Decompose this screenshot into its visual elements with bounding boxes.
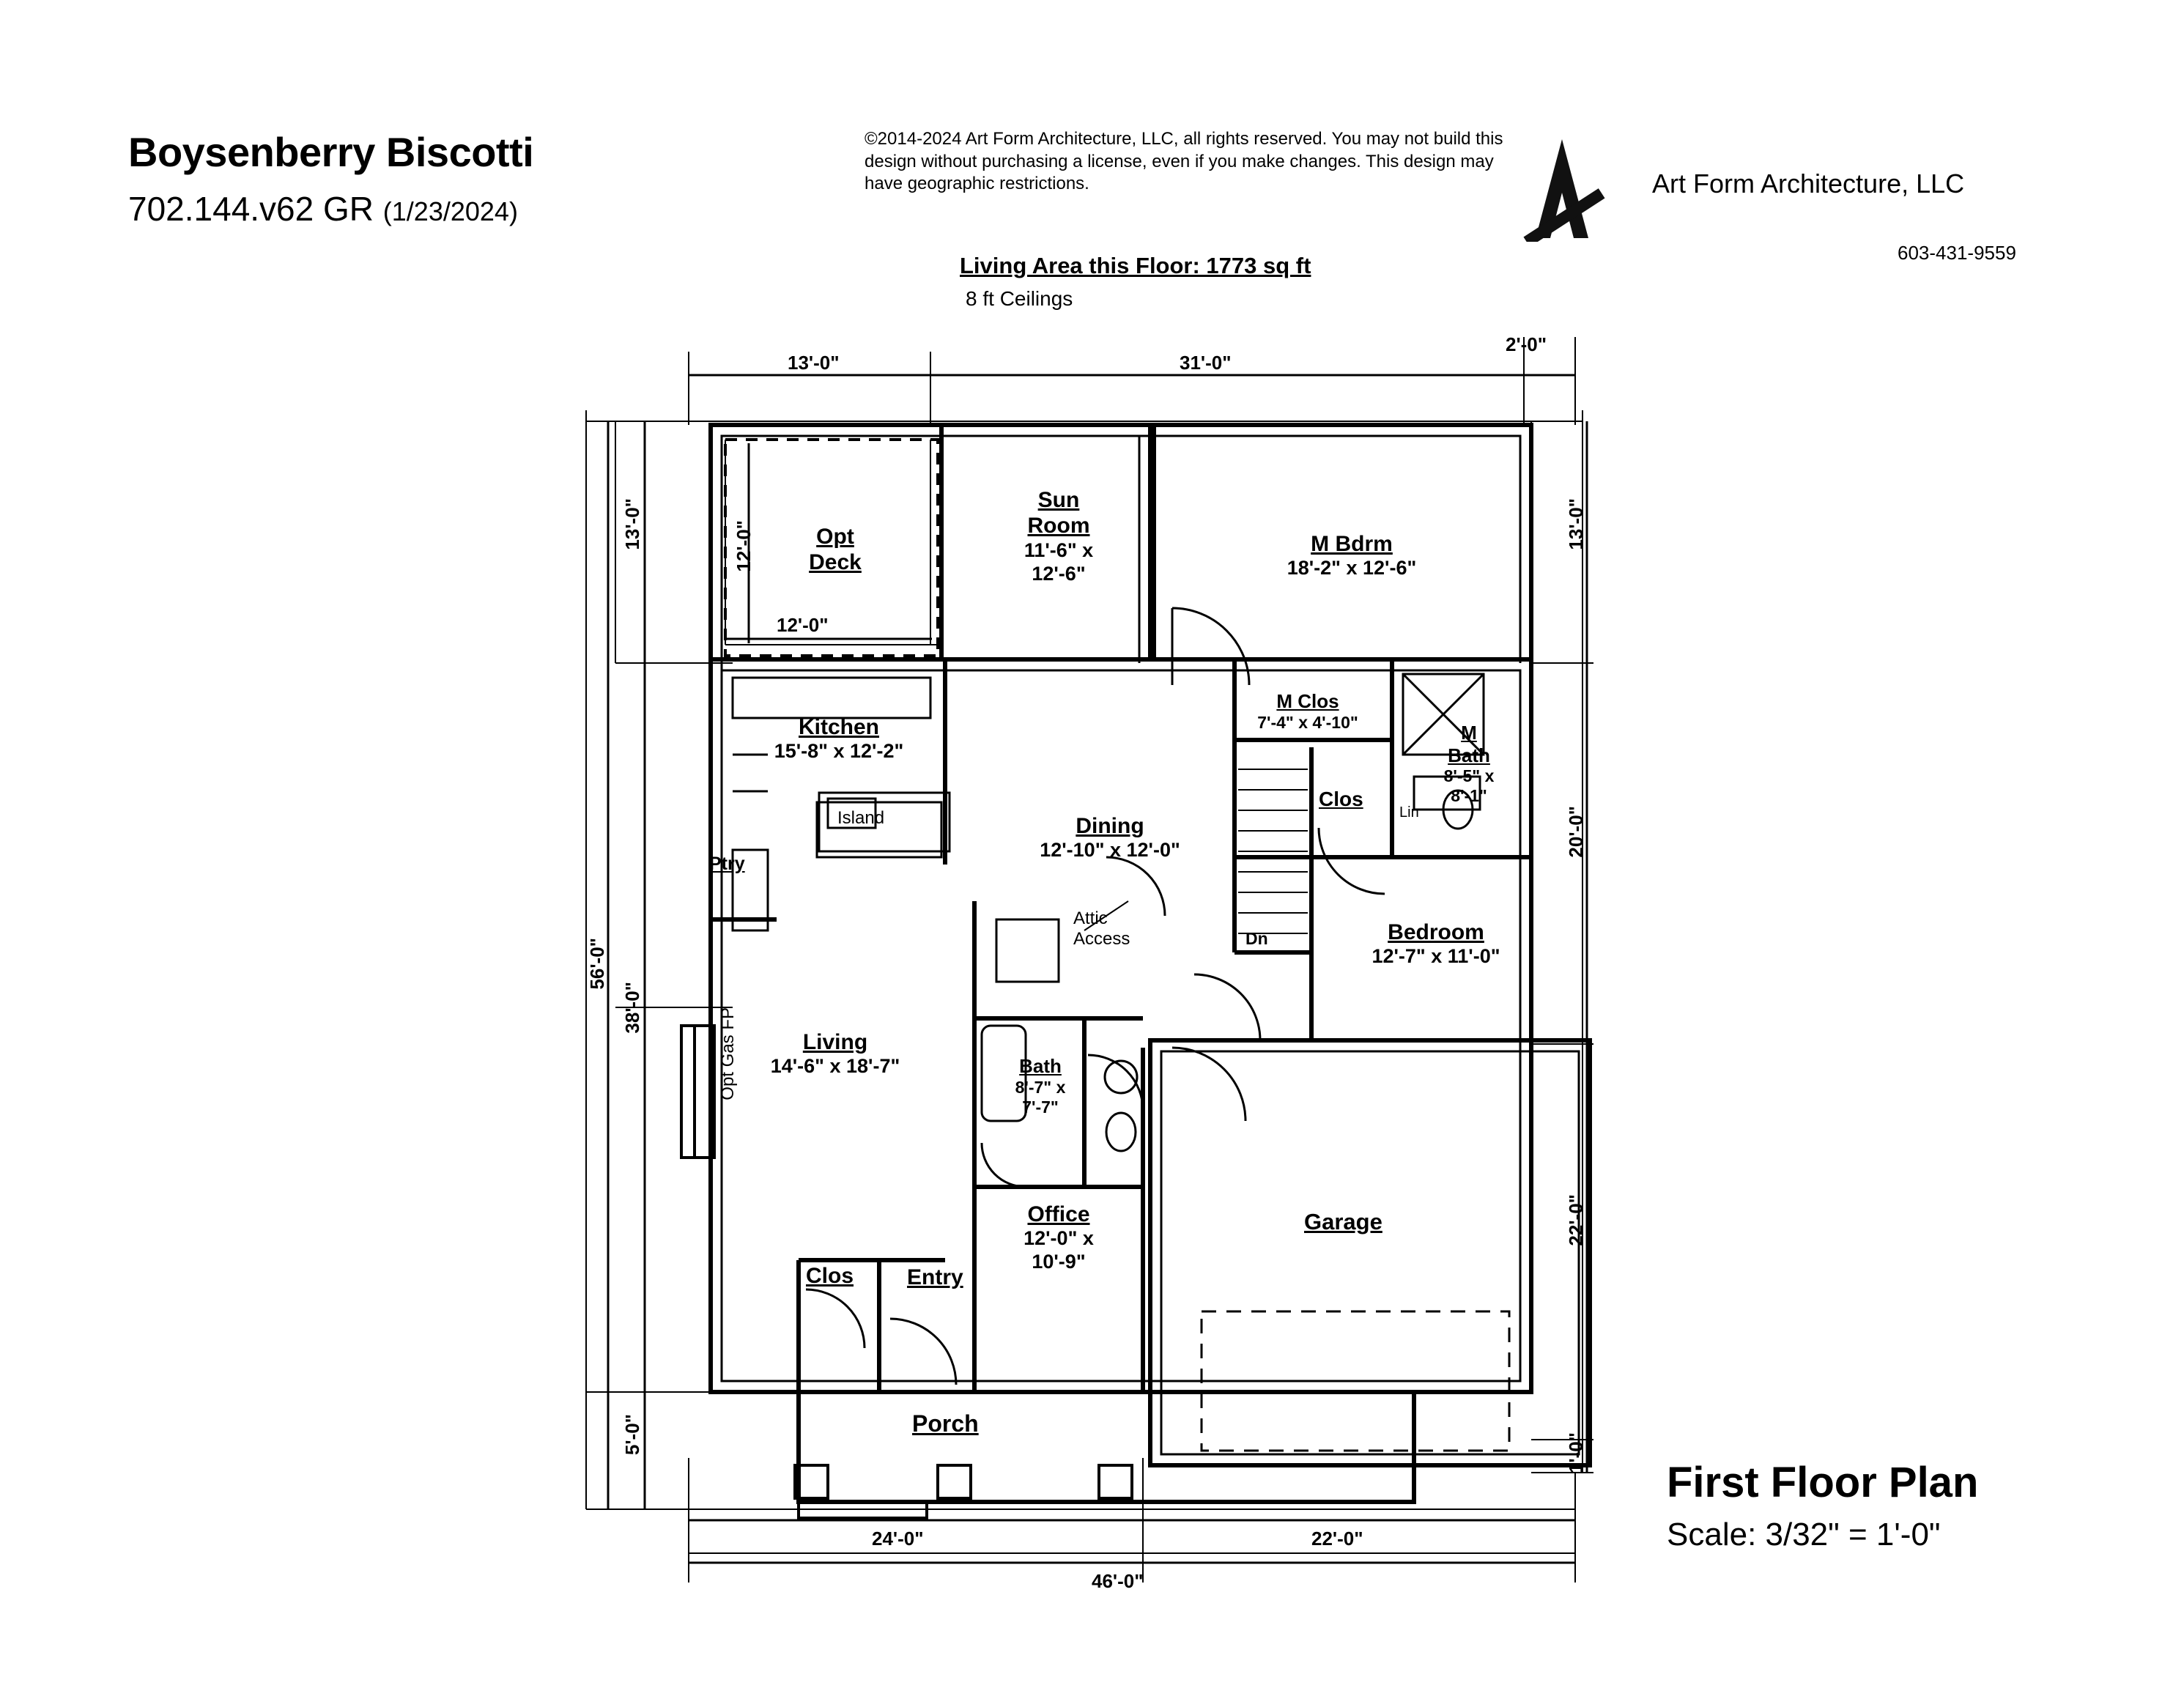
room-name-m-bdrm: M Bdrm: [1311, 532, 1393, 556]
closet-label: Clos: [1319, 788, 1363, 810]
pantry-label: Ptry: [709, 854, 745, 874]
room-label-m-bath: [1414, 722, 1524, 807]
dim-top-2: 31'-0": [1180, 352, 1232, 374]
room-label-opt-deck: [769, 524, 901, 576]
room-dim-sun-room: 11'-6" x: [1023, 538, 1094, 561]
room-label-living: [733, 1029, 938, 1078]
garage-label: Garage: [1304, 1209, 1382, 1234]
floor-plan-scale: Scale: 3/32" = 1'-0": [1667, 1517, 1941, 1552]
room-name-bedroom: Bedroom: [1388, 920, 1484, 944]
dim-bottom-total: 46'-0": [1092, 1570, 1144, 1592]
room-label-sun-room: [974, 487, 1143, 586]
room-dim-m-clos: 7'-4" x 4'-10": [1257, 712, 1358, 732]
dim-top-3: 2'-0": [1506, 333, 1547, 355]
room-name-living: Living: [802, 1030, 868, 1054]
entry-closet-label: Clos: [806, 1264, 854, 1288]
dim-left-outer: 56'-0": [586, 938, 608, 990]
room-label-bedroom: [1322, 919, 1550, 969]
linen-label: Lin: [1399, 804, 1419, 821]
floor-plan-title: First Floor Plan: [1667, 1459, 1979, 1506]
room-dim-office: 12'-0" x: [1023, 1227, 1094, 1250]
room-name-opt-deck-2: Deck: [809, 550, 862, 575]
room-name-bath: Bath: [1019, 1055, 1062, 1077]
room-label-m-bdrm: [1220, 531, 1484, 580]
copyright-notice: ©2014-2024 Art Form Architecture, LLC, all rights reserved. You may not build this design without purchasing a license, even if you make changes. This design may have geographic restrictions.: [865, 129, 1503, 194]
room-dim-bedroom: 12'-7" x 11'-0": [1372, 945, 1500, 968]
room-name-m-bath: M: [1461, 722, 1477, 744]
dim-top-1: 13'-0": [788, 352, 840, 374]
stair-down-label: Dn: [1245, 929, 1268, 948]
room-name-sun-room-2: Room: [1027, 514, 1090, 538]
room-name-m-bath-2: Bath: [1448, 744, 1490, 766]
plan-date: (1/23/2024): [382, 196, 518, 226]
dim-left-upper: 13'-0": [621, 498, 643, 550]
room-dim-m-bath-2: 8'-1": [1451, 786, 1487, 806]
dim-bottom-2: 22'-0": [1311, 1528, 1363, 1550]
opt-gas-fp-label: Opt Gas FP: [718, 1007, 738, 1100]
room-name-m-clos: M Clos: [1276, 690, 1339, 712]
dim-right-mid: 20'-0": [1565, 806, 1587, 858]
room-label-m-clos: [1231, 690, 1385, 733]
room-name-dining: Dining: [1076, 814, 1144, 838]
room-dim-m-bath: 8'-5" x: [1443, 766, 1495, 786]
dim-deck-vert: 12'-0": [733, 520, 755, 572]
ceiling-height-label: 8 ft Ceilings: [966, 287, 1073, 310]
room-dim-bath: 8'-7" x: [1015, 1077, 1066, 1097]
attic-access-label: Attic Access: [1073, 908, 1130, 949]
page-title: Boysenberry Biscotti: [128, 129, 534, 175]
room-label-office: [974, 1202, 1143, 1274]
room-name-sun-room: Sun: [1037, 488, 1080, 512]
plan-code-value: 702.144.v62 GR: [128, 190, 374, 228]
room-dim-kitchen: 15'-8" x 12'-2": [774, 740, 904, 763]
firm-phone: 603-431-9559: [1898, 242, 2016, 264]
room-name-office: Office: [1027, 1202, 1090, 1226]
porch-label: Porch: [912, 1410, 979, 1437]
entry-label: Entry: [907, 1265, 963, 1289]
firm-name: Art Form Architecture, LLC: [1652, 169, 1965, 199]
room-label-bath: [985, 1055, 1095, 1117]
dim-bottom-1: 24'-0": [872, 1528, 924, 1550]
dim-deck-horiz: 12'-0": [777, 614, 829, 636]
room-name-opt-deck: Opt: [816, 525, 854, 549]
dim-right-lower: 22'-0": [1565, 1194, 1587, 1246]
island-label: Island: [837, 808, 885, 828]
dim-left-bottom: 5'-0": [621, 1414, 643, 1456]
dim-left-lower: 38'-0": [621, 982, 643, 1034]
room-label-dining: [1004, 813, 1216, 862]
room-dim-m-bdrm: 18'-2" x 12'-6": [1287, 557, 1417, 580]
room-dim-living: 14'-6" x 18'-7": [770, 1055, 900, 1078]
room-dim-office-2: 10'-9": [1032, 1251, 1086, 1273]
dim-right-bottom: 1'-0": [1565, 1432, 1587, 1474]
living-area-label: Living Area this Floor: 1773 sq ft: [960, 253, 1311, 278]
room-dim-sun-room-2: 12'-6": [1032, 562, 1086, 585]
room-dim-dining: 12'-10" x 12'-0": [1040, 839, 1180, 862]
dim-right-upper: 13'-0": [1565, 498, 1587, 550]
room-dim-bath-2: 7'-7": [1022, 1097, 1059, 1117]
room-label-kitchen: [733, 714, 945, 763]
room-name-kitchen: Kitchen: [798, 715, 879, 739]
